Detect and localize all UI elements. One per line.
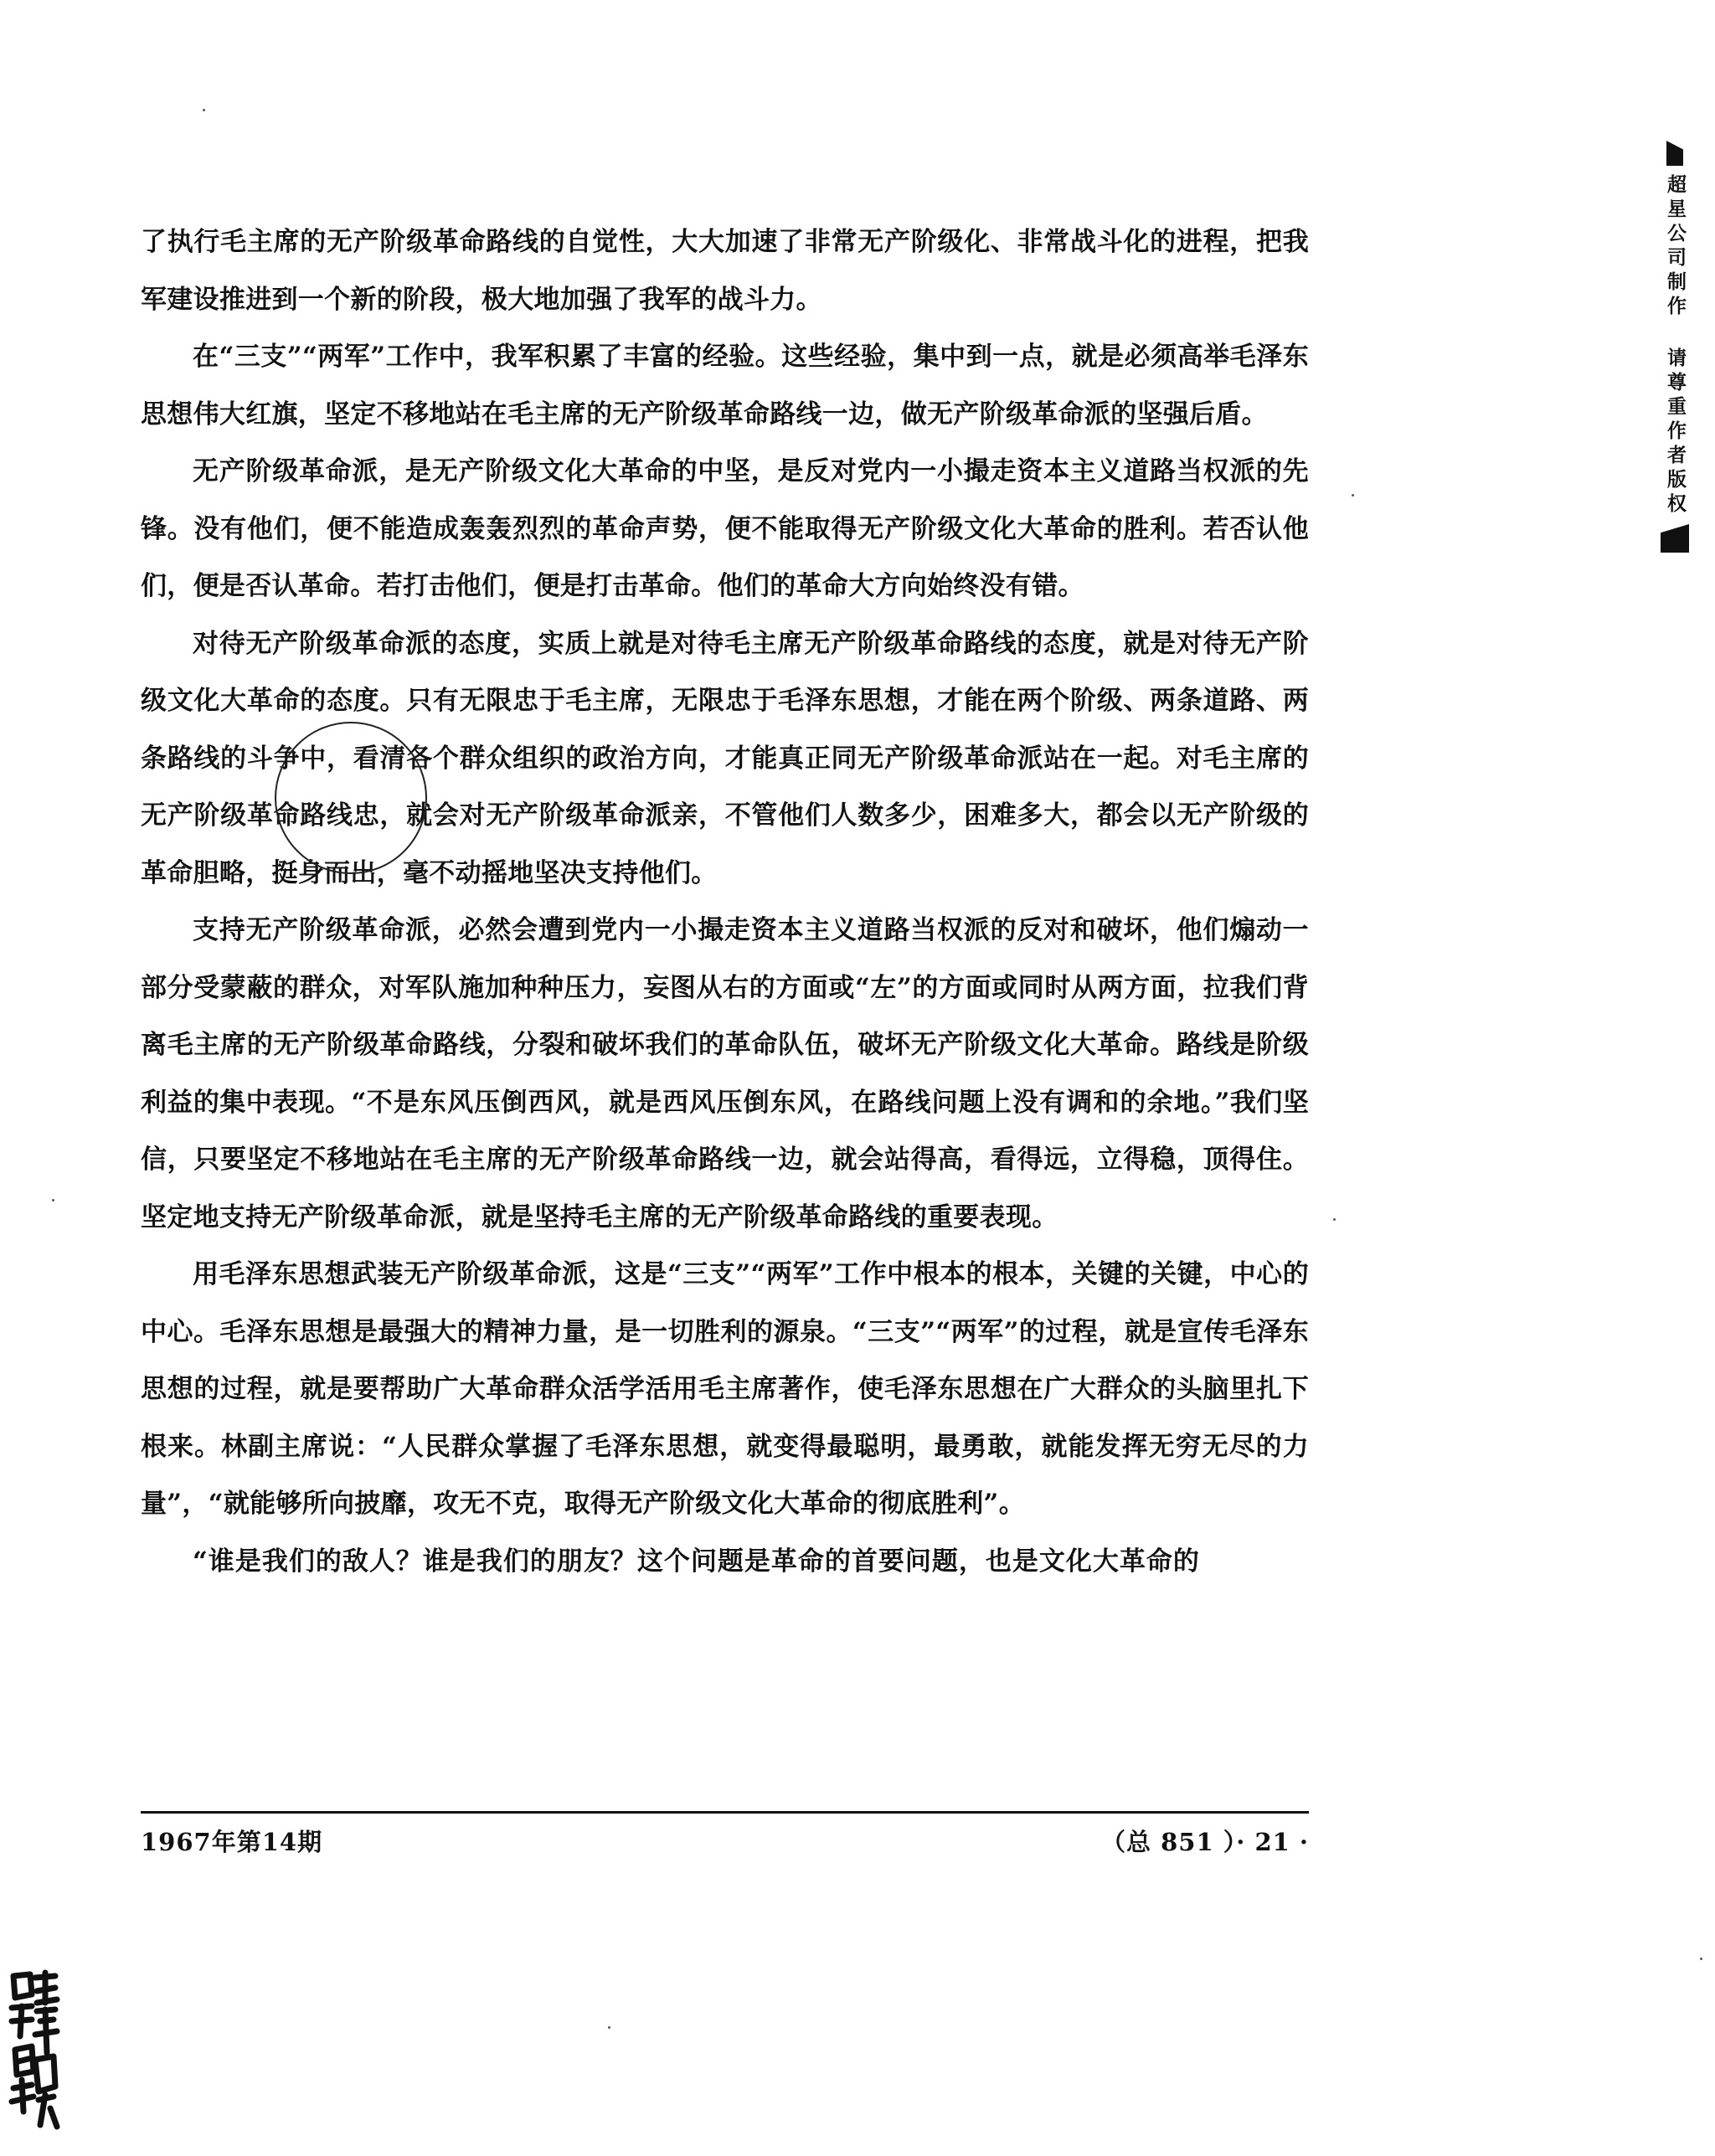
- paragraph-4: 对待无产阶级革命派的态度，实质上就是对待毛主席无产阶级革命路线的态度，就是对待无产阶级文化大革命的态度。只有无限忠于毛主席，无限忠于毛泽东思想，才能在两个阶级、两条道路、两条路线的斗争中，看清各个群众组织的政治方向，才能真正同无产阶级革命派站在一起。对毛主席的无产阶级革命路线忠，就会对无产阶级革命派亲，不管他们人数多少，困难多大，都会以无产阶级的革命胆略，挺身而出，毫不动摇地坚决支持他们。: [141, 628, 1309, 888]
- scan-speck: [608, 2026, 610, 2029]
- paragraph-5: [141, 902, 1309, 1246]
- issue-label: 1967年第14期: [141, 1828, 323, 1856]
- page-number: （总 851 ）· 21 ·: [1101, 1828, 1309, 1856]
- paragraph-1: 了执行毛主席的无产阶级革命路线的自觉性，大大加速了非常无产阶级化、非常战斗化的进程，把我军建设推进到一个新的阶段，极大地加强了我军的战斗力。: [141, 227, 1309, 315]
- paragraph-2: 在“三支”“两军”工作中，我军积累了丰富的经验。这些经验，集中到一点，就是必须高举毛泽东思想伟大红旗，坚定不移地站在毛主席的无产阶级革命路线一边，做无产阶级革命派的坚强后盾。: [141, 342, 1309, 430]
- paragraph-7: [141, 1533, 1309, 1591]
- bold-quote-2: “谁是我们的敌人？谁是我们的朋友？这个问题是革命的首要问题，也是文化大革命的: [193, 1546, 1200, 1577]
- scan-speck: [203, 109, 205, 111]
- copyright-watermark: [1656, 141, 1693, 553]
- scan-speck: [52, 1199, 54, 1201]
- seal-stamp-icon: [7, 1969, 60, 2133]
- paragraph-6: 用毛泽东思想武装无产阶级革命派，这是“三支”“两军”工作中根本的根本，关键的关键，中心的中心。毛泽东思想是最强大的精神力量，是一切胜利的源泉。“三支”“两军”的过程，就是宣传毛泽东思想的过程，就是要帮助广大革命群众活学活用毛主席著作，使毛泽东思想在广大群众的头脑里扎下根来。林副主席说：“人民群众掌握了毛泽东思想，就变得最聪明，最勇敢，就能发挥无穷无尽的力量”，“就能够所向披靡，攻无不克，取得无产阶级文化大革命的彻底胜利”。: [141, 1259, 1309, 1519]
- watermark-text: 超星公司制作 请尊重作者版权: [1664, 174, 1687, 517]
- article-body: [141, 214, 1309, 1590]
- paragraph-5-text-b: ”我们坚信，只要坚定不移地站在毛主席的无产阶级革命路线一边，就会站得高，看得远，立得稳，顶得住。坚定地支持无产阶级革命派，就是坚持毛主席的无产阶级革命路线的重要表现。: [141, 1087, 1310, 1232]
- scan-speck: [1700, 1958, 1702, 1960]
- scan-speck: [1352, 494, 1354, 497]
- footer-divider: [141, 1811, 1309, 1814]
- paragraph-3: 无产阶级革命派，是无产阶级文化大革命的中坚，是反对党内一小撮走资本主义道路当权派的先锋。没有他们，便不能造成轰轰烈烈的革命声势，便不能取得无产阶级文化大革命的胜利。若否认他们，便是否认革命。若打击他们，便是打击革命。他们的革命大方向始终没有错。: [141, 456, 1309, 601]
- scan-speck: [1333, 1218, 1336, 1221]
- circle-mark: [275, 722, 427, 874]
- watermark-bar-top: [1666, 141, 1683, 166]
- watermark-bar-bottom: [1661, 524, 1689, 553]
- bold-quote: 不是东风压倒西风，就是西风压倒东风，在路线问题上没有调和的余地。: [366, 1087, 1215, 1118]
- paragraph-5-text-a: 支持无产阶级革命派，必然会遭到党内一小撮走资本主义道路当权派的反对和破坏，他们煽动一部分受蒙蔽的群众，对军队施加种种压力，妄图从右的方面或“左”的方面或同时从两方面，拉我们背离毛主席的无产阶级革命路线，分裂和破坏我们的革命队伍，破坏无产阶级文化大革命。路线是阶级利益的集中表现。“: [141, 915, 1309, 1118]
